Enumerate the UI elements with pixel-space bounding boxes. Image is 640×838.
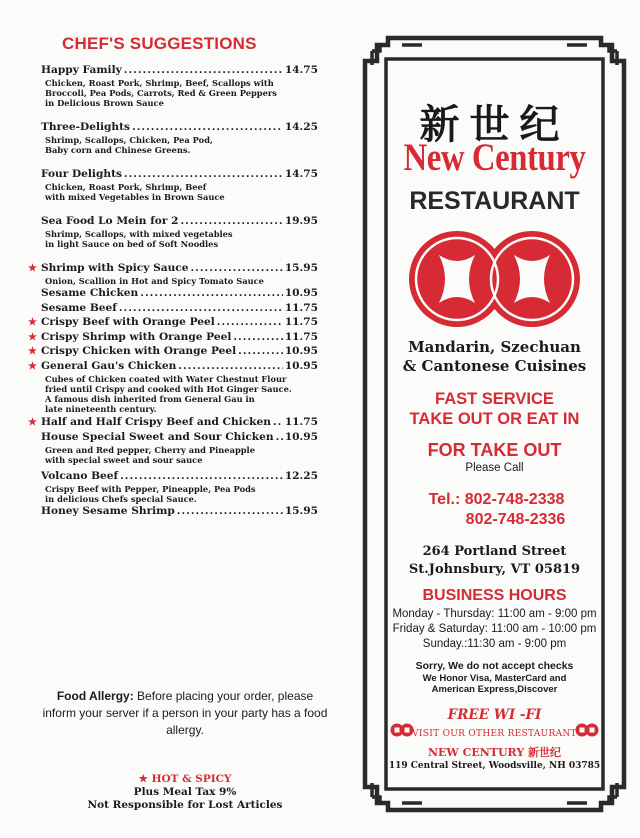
footnotes	[40, 773, 330, 812]
menu-item-price: 15.95	[284, 262, 318, 275]
menu-item-price: 11.75	[284, 301, 318, 314]
menu-item-price: 14.25	[284, 121, 318, 134]
menu-item-price: 14.75	[284, 168, 318, 181]
menu-item-description: Chicken, Roast Pork, Shrimp, Beef, Scallops with Broccoli, Pea Pods, Carrots, Red & Green Peppers in Delicious Brown Sauce	[45, 77, 277, 108]
menu-item-name: Sea Food Lo Mein for 2	[41, 215, 179, 228]
please-call: Please Call	[465, 462, 524, 474]
leader-dots	[190, 262, 282, 276]
chinese-name: 新世纪	[419, 101, 570, 148]
menu-item	[28, 316, 318, 330]
menu-item-line	[28, 505, 318, 519]
menu-item-line	[28, 331, 318, 345]
menu-item	[28, 431, 318, 465]
take-out-heading: FOR TAKE OUT	[427, 440, 562, 460]
fast-service	[362, 389, 627, 429]
telephone-numbers	[362, 490, 627, 530]
menu-item	[28, 360, 318, 414]
chef-suggestions-list	[28, 64, 318, 519]
city: St.Johnsbury, VT 05819	[408, 562, 581, 577]
menu-item-name: Crispy Shrimp with Orange Peel	[41, 330, 232, 343]
menu-item-line	[28, 416, 318, 430]
leader-dots	[120, 470, 283, 484]
leader-dots	[273, 416, 283, 430]
star-icon: ★	[28, 360, 37, 372]
menu-item-name: Sesame Beef	[41, 301, 117, 314]
menu-item-line	[28, 302, 318, 316]
menu-item-description: Chicken, Roast Pork, Shrimp, Beef with mixed Vegetables in Brown Sauce	[45, 181, 225, 202]
menu-item	[28, 215, 318, 249]
menu-item-name: Crispy Chicken with Orange Peel	[41, 345, 237, 358]
menu-item	[28, 302, 318, 316]
star-icon: ★	[28, 346, 37, 358]
restaurant-info-panel	[362, 35, 627, 813]
allergy-text: Before placing your order, please inform your server if a person in your party has a food allergy.	[42, 689, 328, 737]
menu-item	[28, 121, 318, 155]
menu-item-name: Half and Half Crispy Beef and Chicken	[41, 416, 271, 429]
star-icon: ★	[28, 331, 37, 343]
brand-name: New Century	[403, 136, 586, 179]
menu-item	[28, 331, 318, 345]
meal-tax-note: Plus Meal Tax 9%	[133, 786, 237, 798]
menu-item-line	[28, 262, 318, 276]
cuisine-types	[362, 338, 627, 376]
menu-item-price: 11.75	[284, 316, 318, 329]
leader-dots	[124, 168, 283, 182]
cuisine-line-2: & Cantonese Cuisines	[402, 357, 587, 375]
leader-dots	[140, 287, 283, 301]
menu-item-line	[28, 215, 318, 229]
menu-item-line	[28, 316, 318, 330]
leader-dots	[177, 505, 283, 519]
menu-item-price: 14.75	[284, 64, 318, 76]
other-restaurant-name: NEW CENTURY 新世纪	[427, 746, 562, 759]
star-icon: ★	[28, 417, 37, 429]
menu-item-price: 11.75	[284, 330, 318, 343]
fast-line-1: FAST SERVICE	[435, 390, 554, 408]
food-allergy-notice	[40, 688, 330, 739]
menu-item-name: Happy Family	[41, 64, 122, 76]
street: 264 Portland Street	[422, 544, 567, 559]
business-hours-title: BUSINESS HOURS	[422, 587, 567, 604]
leader-dots	[233, 331, 282, 345]
coins-logo-icon	[407, 229, 582, 329]
cards-line-1: We Honor Visa, MasterCard and	[422, 672, 567, 684]
menu-item-price: 12.25	[284, 469, 318, 482]
leader-dots	[119, 302, 283, 316]
hours-sun: Sunday.:11:30 am - 9:00 pm	[422, 638, 567, 650]
star-icon: ★	[138, 773, 148, 785]
payment-policy	[362, 661, 627, 696]
menu-item-name: Volcano Beef	[41, 469, 119, 482]
menu-item-description: Crispy Beef with Pepper, Pineapple, Pea Pods in delicious Chefs special Sauce.	[45, 483, 256, 504]
leader-dots	[276, 431, 283, 445]
cuisine-line-1: Mandarin, Szechuan	[408, 338, 581, 356]
menu-item-name: Four Delights	[41, 168, 122, 181]
fast-line-2: TAKE OUT OR EAT IN	[409, 410, 580, 428]
hot-spicy-legend: HOT & SPICY	[151, 773, 232, 785]
menu-item-name: Shrimp with Spicy Sauce	[41, 262, 189, 275]
menu-item	[28, 64, 318, 108]
phone-2[interactable]: 802-748-2336	[465, 511, 566, 528]
menu-item-line	[28, 64, 318, 78]
checks-note: Sorry, We do not accept checks	[415, 660, 574, 672]
address	[362, 543, 627, 579]
menu-item-name: General Gau's Chicken	[41, 359, 177, 372]
free-wifi: FREE WI -FI	[447, 707, 542, 723]
star-icon: ★	[28, 317, 37, 329]
menu-item-name: Honey Sesame Shrimp	[41, 504, 175, 517]
menu-item	[28, 470, 318, 504]
visit-other-restaurant: VISIT OUR OTHER RESTAURANT	[412, 729, 577, 739]
menu-item-line	[28, 287, 318, 301]
menu-item-name: Three-Delights	[41, 121, 130, 134]
menu-item-price: 10.95	[284, 345, 318, 358]
menu-item-price: 19.95	[284, 215, 318, 228]
allergy-label: Food Allergy:	[56, 689, 134, 703]
menu-item-name: Sesame Chicken	[41, 287, 139, 299]
menu-item-name: Crispy Beef with Orange Peel	[41, 316, 215, 329]
restaurant-word: RESTAURANT	[409, 187, 580, 215]
menu-item	[28, 262, 318, 286]
lost-articles-note: Not Responsible for Lost Articles	[87, 799, 283, 811]
leader-dots	[217, 316, 283, 330]
other-restaurant-address: 119 Central Street, Woodsville, NH 03785	[388, 761, 601, 771]
menu-item-price: 11.75	[284, 416, 318, 429]
menu-item	[28, 168, 318, 202]
menu-item	[28, 287, 318, 301]
leader-dots	[132, 121, 283, 135]
hours-mon-thu: Monday - Thursday: 11:00 am - 9:00 pm	[392, 608, 597, 620]
phone-1[interactable]: Tel.: 802-748-2338	[428, 491, 565, 508]
menu-item-line	[28, 345, 318, 359]
menu-item	[28, 345, 318, 359]
menu-item-price: 15.95	[284, 504, 318, 517]
cards-line-2: American Express,Discover	[431, 684, 558, 695]
menu-item-line	[28, 470, 318, 484]
menu-item-line	[28, 168, 318, 182]
menu-item-description: Onion, Scallion in Hot and Spicy Tomato Sauce	[45, 275, 264, 286]
business-hours	[362, 607, 627, 652]
menu-item-price: 10.95	[284, 359, 318, 372]
menu-item-description: Shrimp, Scallops, with mixed vegetables in light Sauce on bed of Soft Noodles	[45, 228, 233, 249]
menu-item-name: House Special Sweet and Sour Chicken	[41, 430, 274, 443]
menu-item	[28, 416, 318, 430]
hours-fri-sat: Friday & Saturday: 11:00 am - 10:00 pm	[392, 623, 597, 635]
leader-dots	[124, 64, 283, 78]
menu-item-description: Shrimp, Scallops, Chicken, Pea Pod, Baby corn and Chinese Greens.	[45, 134, 213, 155]
menu-item-line	[28, 431, 318, 445]
menu-item-description: Green and Red pepper, Cherry and Pineapple with special sweet and sour sauce	[45, 444, 255, 465]
leader-dots	[238, 345, 283, 359]
star-icon: ★	[28, 263, 37, 275]
menu-item-price: 10.95	[284, 287, 318, 299]
menu-item-line	[28, 360, 318, 374]
leader-dots	[180, 215, 282, 229]
leader-dots	[178, 360, 283, 374]
menu-item-price: 10.95	[284, 430, 318, 443]
menu-item-line	[28, 121, 318, 135]
menu-item-description: Cubes of Chicken coated with Water Chestnut Flour fried until Crispy and cooked with Hot Ginger Sauce. A famous dish inherited from General Gau in late nineteenth century.	[45, 373, 292, 415]
menu-item	[28, 505, 318, 519]
section-title: CHEF'S SUGGESTIONS	[62, 34, 257, 53]
